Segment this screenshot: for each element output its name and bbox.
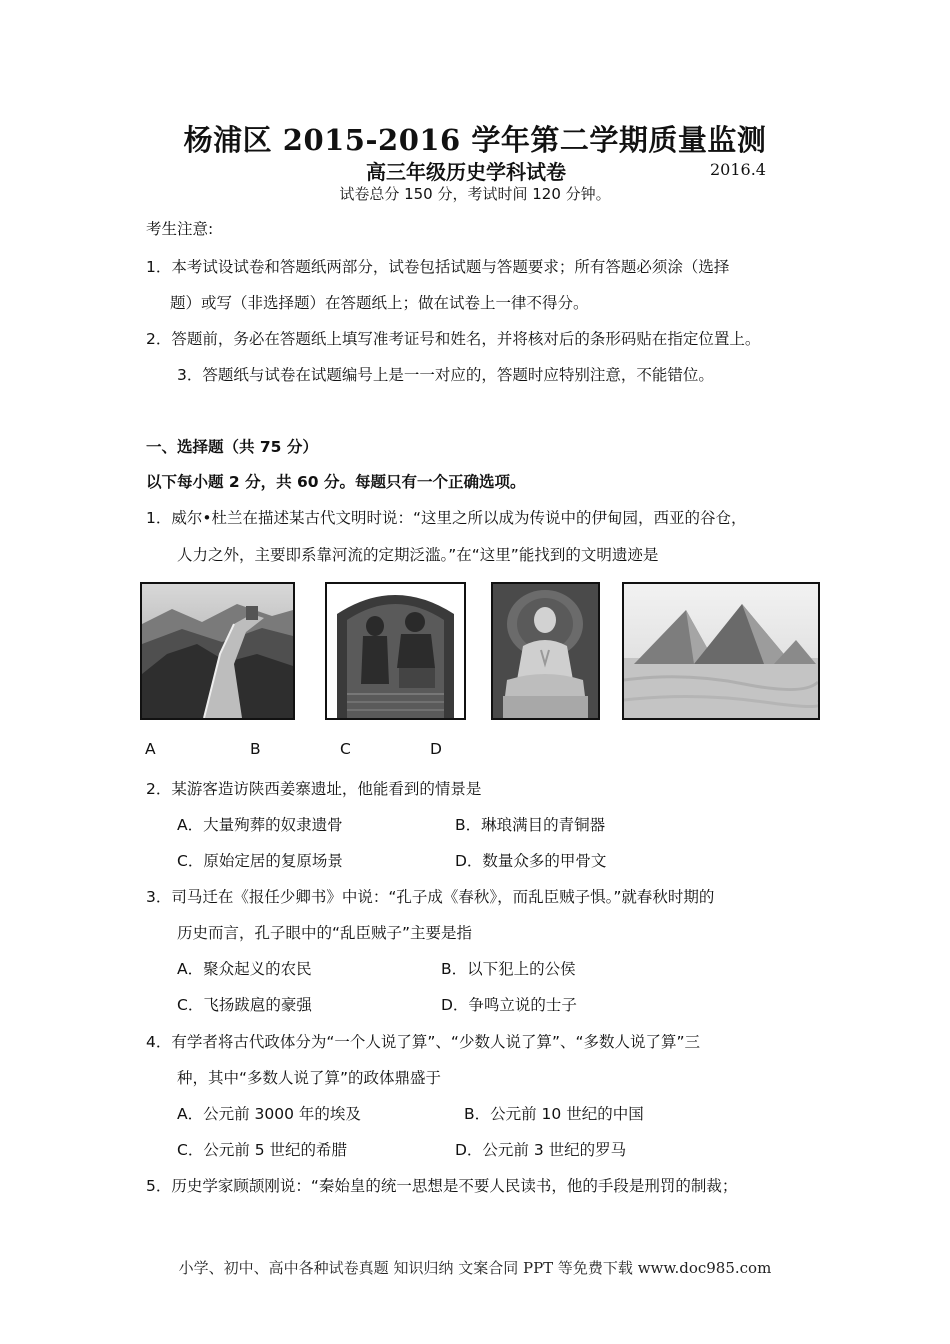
notice-item-2: 2．答题前，务必在答题纸上填写准考证号和姓名，并将核对后的条形码贴在指定位置上。: [146, 330, 761, 348]
question-3-option-a: A．聚众起义的农民: [177, 960, 312, 978]
notice-item-3: 3．答题纸与试卷在试题编号上是一一对应的，答题时应特别注意，不能错位。: [177, 366, 714, 384]
question-2-option-c: C．原始定居的复原场景: [177, 852, 343, 870]
exam-info: 试卷总分 150 分，考试时间 120 分钟。: [339, 185, 611, 203]
notice-item-1-cont: 题）或写（非选择题）在答题纸上；做在试卷上一律不得分。: [170, 294, 589, 312]
exam-subtitle: 高三年级历史学科试卷: [366, 160, 566, 184]
question-3-option-c: C．飞扬跋扈的豪强: [177, 996, 312, 1014]
page-footer: 小学、初中、高中各种试卷真题 知识归纳 文案合同 PPT 等免费下载 www.doc985.com: [178, 1259, 772, 1277]
image-label-a: A: [145, 740, 156, 758]
question-1-line-2: 人力之外，主要即系靠河流的定期泛滥。”在“这里”能找到的文明遗迹是: [177, 546, 659, 564]
notice-heading: 考生注意:: [146, 220, 214, 238]
image-label-d: D: [430, 740, 442, 758]
buddha-statue-image: [491, 582, 600, 720]
question-2-option-d: D．数量众多的甲骨文: [455, 852, 607, 870]
question-2-option-a: A．大量殉葬的奴隶遗骨: [177, 816, 343, 834]
question-4-option-d: D．公元前 3 世纪的罗马: [455, 1141, 627, 1159]
question-4-line-2: 种，其中“多数人说了算”的政体鼎盛于: [177, 1069, 442, 1087]
question-4-option-a: A．公元前 3000 年的埃及: [177, 1105, 361, 1123]
question-1-line-1: 1．威尔•杜兰在描述某古代文明时说：“这里之所以成为传说中的伊甸园，西亚的谷仓，: [146, 509, 747, 527]
pyramids-image: [622, 582, 820, 720]
hammurabi-stele-image: [325, 582, 466, 720]
question-3-line-2: 历史而言，孔子眼中的“乱臣贼子”主要是指: [177, 924, 473, 942]
section-heading: 一、选择题（共 75 分）: [146, 438, 318, 456]
question-5-line-1: 5．历史学家顾颉刚说：“秦始皇的统一思想是不要人民读书，他的手段是刑罚的制裁；: [146, 1177, 738, 1195]
question-3-option-d: D．争鸣立说的士子: [441, 996, 577, 1014]
question-4-line-1: 4．有学者将古代政体分为“一个人说了算”、“少数人说了算”、“多数人说了算”三: [146, 1033, 701, 1051]
exam-title: 杨浦区 2015-2016 学年第二学期质量监测: [183, 123, 767, 157]
question-4-option-c: C．公元前 5 世纪的希腊: [177, 1141, 348, 1159]
great-wall-image: [140, 582, 295, 720]
image-label-c: C: [340, 740, 351, 758]
exam-date: 2016.4: [710, 160, 766, 179]
question-4-option-b: B．公元前 10 世纪的中国: [464, 1105, 644, 1123]
question-3-option-b: B．以下犯上的公侯: [441, 960, 576, 978]
notice-item-1: 1．本考试设试卷和答题纸两部分，试卷包括试题与答题要求；所有答题必须涂（选择: [146, 258, 730, 276]
section-instruction: 以下每小题 2 分，共 60 分。每题只有一个正确选项。: [146, 473, 526, 491]
image-label-b: B: [250, 740, 261, 758]
question-2-option-b: B．琳琅满目的青铜器: [455, 816, 606, 834]
question-3-line-1: 3．司马迁在《报任少卿书》中说：“孔子成《春秋》，而乱臣贼子惧。”就春秋时期的: [146, 888, 715, 906]
question-2-stem: 2．某游客造访陕西姜寨遗址，他能看到的情景是: [146, 780, 482, 798]
